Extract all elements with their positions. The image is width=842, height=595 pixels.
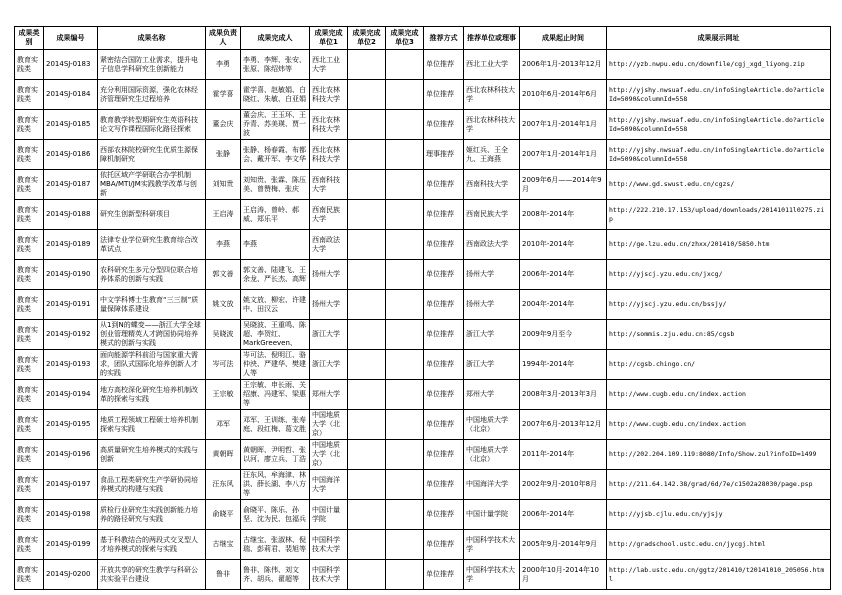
cell-period: 2007年6月-2013年12月 — [520, 410, 607, 440]
cell-code: 2014SJ-0188 — [44, 200, 98, 230]
cell-unit3 — [386, 320, 424, 350]
cell-name: 教育教学转型期研究生英语科技论文写作课程国际化路径探索 — [98, 110, 206, 140]
cell-recommender: 西北工业大学 — [464, 50, 520, 80]
cell-unit2 — [348, 440, 386, 470]
cell-leader: 姚文放 — [206, 290, 241, 320]
cell-leader: 鲁非 — [206, 560, 241, 590]
cell-recommender: 西南民族大学 — [464, 200, 520, 230]
cell-recommender: 中国科学技术大学 — [464, 530, 520, 560]
cell-name: 地质工程领域工程硕士培养机制探索与实践 — [98, 410, 206, 440]
cell-code: 2014SJ-0192 — [44, 320, 98, 350]
cell-url: http://211.64.142.38/grad/6d/7e/c1502a28030/page.psp — [607, 470, 831, 500]
cell-category: 教育实践类 — [15, 200, 44, 230]
cell-unit2 — [348, 230, 386, 260]
cell-code: 2014SJ-0184 — [44, 80, 98, 110]
cell-code: 2014SJ-0186 — [44, 140, 98, 170]
cell-period: 2011年-2014年 — [520, 440, 607, 470]
cell-unit1: 浙江大学 — [310, 350, 348, 380]
cell-code: 2014SJ-0195 — [44, 410, 98, 440]
cell-recommender: 姬红兵、王全九、王海燕 — [464, 140, 520, 170]
cell-recommend-method: 单位推荐 — [424, 260, 464, 290]
cell-url: http://222.210.17.153/upload/downloads/20141011l0275.zip — [607, 200, 831, 230]
header-url: 成果展示网址 — [607, 27, 831, 50]
cell-unit1: 西北工业大学 — [310, 50, 348, 80]
cell-recommend-method: 单位推荐 — [424, 380, 464, 410]
table-row — [15, 470, 831, 500]
cell-recommend-method: 单位推荐 — [424, 230, 464, 260]
cell-code: 2014SJ-0191 — [44, 290, 98, 320]
cell-unit1: 西北农林科技大学 — [310, 80, 348, 110]
cell-recommend-method: 单位推荐 — [424, 80, 464, 110]
cell-category: 教育实践类 — [15, 410, 44, 440]
cell-code: 2014SJ-0200 — [44, 560, 98, 590]
cell-period: 2004年-2014年 — [520, 290, 607, 320]
cell-code: 2014SJ-0196 — [44, 440, 98, 470]
cell-members: 汪东风、牟海津、林洪、薛长湖、李八方等 — [241, 470, 310, 500]
cell-name: 基于科教结合的两段式交叉型人才培养模式的探索与实践 — [98, 530, 206, 560]
header-unit2: 成果完成单位2 — [348, 27, 386, 50]
header-recommend-method: 推荐方式 — [424, 27, 464, 50]
cell-leader: 汪东风 — [206, 470, 241, 500]
cell-code: 2014SJ-0194 — [44, 380, 98, 410]
cell-recommender: 西北农林科技大学 — [464, 110, 520, 140]
cell-name: 中文学科博士生教育“三三制”质量保障体系建设 — [98, 290, 206, 320]
cell-members: 古继宝、张淑林、倪瑞、彭莉君、裴旭等 — [241, 530, 310, 560]
achievements-table — [14, 26, 831, 590]
cell-recommender: 中国科学技术大学 — [464, 560, 520, 590]
cell-unit3 — [386, 140, 424, 170]
header-code: 成果编号 — [44, 27, 98, 50]
cell-category: 教育实践类 — [15, 290, 44, 320]
cell-recommender: 郑州大学 — [464, 380, 520, 410]
cell-leader: 董会庆 — [206, 110, 241, 140]
cell-period: 2006年-2014年 — [520, 260, 607, 290]
cell-members: 董会庆、王玉环、王乔青、苏美瑛、贾一波 — [241, 110, 310, 140]
header-category: 成果类别 — [15, 27, 44, 50]
cell-name: 充分利用国际资源，强化农林经济管理研究生过程培养 — [98, 80, 206, 110]
cell-recommend-method: 单位推荐 — [424, 410, 464, 440]
cell-code: 2014SJ-0189 — [44, 230, 98, 260]
cell-unit3 — [386, 170, 424, 200]
header-row — [15, 27, 831, 50]
cell-name: 地方高校深化研究生培养机制改革的探索与实践 — [98, 380, 206, 410]
cell-url: http://cgsb.chingo.cn/ — [607, 350, 831, 380]
cell-unit2 — [348, 350, 386, 380]
cell-name: 西部农林院校研究生优质生源保障机制研究 — [98, 140, 206, 170]
cell-url: http://yjsb.cjlu.edu.cn/yjsjy — [607, 500, 831, 530]
cell-period: 2006年-2014年 — [520, 500, 607, 530]
cell-period: 2000年10月-2014年10月 — [520, 560, 607, 590]
cell-leader: 黄朝晖 — [206, 440, 241, 470]
cell-period: 2002年9月-2010年8月 — [520, 470, 607, 500]
table-row — [15, 410, 831, 440]
cell-category: 教育实践类 — [15, 500, 44, 530]
cell-unit1: 中国科学技术大学 — [310, 560, 348, 590]
cell-name: 农科研究生多元分型四位联合培养体系的创新与实践 — [98, 260, 206, 290]
cell-unit3 — [386, 230, 424, 260]
cell-unit3 — [386, 470, 424, 500]
cell-name: 质检行业研究生实践创新能力培养的路径研究与实践 — [98, 500, 206, 530]
cell-code: 2014SJ-0198 — [44, 500, 98, 530]
cell-period: 2007年1月-2014年1月 — [520, 110, 607, 140]
cell-unit3 — [386, 350, 424, 380]
cell-category: 教育实践类 — [15, 80, 44, 110]
header-period: 成果起止时间 — [520, 27, 607, 50]
cell-name: 依托区域产学研联合办学机制MBA/MTI/JM实践教学改革与创新 — [98, 170, 206, 200]
cell-leader: 刘知贵 — [206, 170, 241, 200]
cell-members: 姚文放、柳宏、许建中、田汉云 — [241, 290, 310, 320]
cell-url: http://yjshy.nwsuaf.edu.cn/infoSingleArticle.do?articleId=5090&columnId=558 — [607, 110, 831, 140]
table-row — [15, 230, 831, 260]
cell-unit1: 中国地质大学（北京） — [310, 440, 348, 470]
cell-unit3 — [386, 110, 424, 140]
cell-unit2 — [348, 320, 386, 350]
cell-leader: 岑可法 — [206, 350, 241, 380]
cell-unit2 — [348, 170, 386, 200]
cell-unit2 — [348, 410, 386, 440]
cell-unit2 — [348, 50, 386, 80]
cell-unit1: 西南科技大学 — [310, 170, 348, 200]
cell-members: 王宗敏、申长雨、关绍康、冯建军、梁惠等 — [241, 380, 310, 410]
cell-name: 高质量研究生培养模式的实践与创新 — [98, 440, 206, 470]
cell-code: 2014SJ-0185 — [44, 110, 98, 140]
header-name: 成果名称 — [98, 27, 206, 50]
header-recommender: 推荐单位或理事 — [464, 27, 520, 50]
cell-period: 2005年9月-2014年9月 — [520, 530, 607, 560]
cell-unit2 — [348, 260, 386, 290]
cell-leader: 霍学喜 — [206, 80, 241, 110]
cell-category: 教育实践类 — [15, 140, 44, 170]
cell-recommender: 中国地质大学（北京） — [464, 410, 520, 440]
cell-unit3 — [386, 530, 424, 560]
cell-unit1: 中国科学技术大学 — [310, 530, 348, 560]
cell-members: 邓军、王训练、张寿庭、段红梅、葛文胜 — [241, 410, 310, 440]
cell-unit2 — [348, 290, 386, 320]
cell-unit2 — [348, 380, 386, 410]
cell-recommend-method: 单位推荐 — [424, 500, 464, 530]
table-row — [15, 350, 831, 380]
cell-category: 教育实践类 — [15, 380, 44, 410]
cell-name: 研究生创新型科研项目 — [98, 200, 206, 230]
cell-recommend-method: 单位推荐 — [424, 200, 464, 230]
cell-period: 1994年-2014年 — [520, 350, 607, 380]
cell-members: 张静、杨春霞、布都会、戴开军、李文华 — [241, 140, 310, 170]
cell-category: 教育实践类 — [15, 560, 44, 590]
cell-unit2 — [348, 530, 386, 560]
cell-recommender: 西北农林科技大学 — [464, 80, 520, 110]
cell-recommender: 中国计量学院 — [464, 500, 520, 530]
cell-url: http://sommis.zju.edu.cn:85/cgsb — [607, 320, 831, 350]
cell-url: http://lab.ustc.edu.cn/ggtz/201410/t20141010_205056.html — [607, 560, 831, 590]
cell-recommender: 西南政法大学 — [464, 230, 520, 260]
header-unit3: 成果完成单位3 — [386, 27, 424, 50]
cell-code: 2014SJ-0183 — [44, 50, 98, 80]
cell-unit1: 西南政法大学 — [310, 230, 348, 260]
cell-url: http://yjshy.nwsuaf.edu.cn/infoSingleArticle.do?articleId=5090&columnId=558 — [607, 140, 831, 170]
cell-unit1: 扬州大学 — [310, 260, 348, 290]
cell-unit3 — [386, 80, 424, 110]
cell-members: 李勇、李辉、张安、张原、陈绍炜等 — [241, 50, 310, 80]
cell-unit2 — [348, 500, 386, 530]
cell-name: 面向能源学科前沿与国家重大需求，团队式国际化培养创新人才的实践 — [98, 350, 206, 380]
cell-unit1: 郑州大学 — [310, 380, 348, 410]
cell-leader: 王宗敏 — [206, 380, 241, 410]
cell-code: 2014SJ-0193 — [44, 350, 98, 380]
cell-category: 教育实践类 — [15, 230, 44, 260]
cell-unit1: 中国计量学院 — [310, 500, 348, 530]
cell-unit3 — [386, 260, 424, 290]
table-row — [15, 560, 831, 590]
cell-category: 教育实践类 — [15, 320, 44, 350]
cell-recommend-method: 单位推荐 — [424, 290, 464, 320]
header-members: 成果完成人 — [241, 27, 310, 50]
cell-recommender: 浙江大学 — [464, 350, 520, 380]
cell-category: 教育实践类 — [15, 440, 44, 470]
cell-name: 法律专业学位研究生教育综合改革试点 — [98, 230, 206, 260]
table-row — [15, 290, 831, 320]
cell-unit1: 扬州大学 — [310, 290, 348, 320]
cell-url: http://www.cugb.edu.cn/index.action — [607, 410, 831, 440]
cell-unit2 — [348, 560, 386, 590]
cell-leader: 郭文善 — [206, 260, 241, 290]
table-row — [15, 110, 831, 140]
cell-members: 郭文善、陆建飞、王余龙、严长杰、高辉 — [241, 260, 310, 290]
cell-recommender: 扬州大学 — [464, 290, 520, 320]
cell-period: 2010年6月-2014年6月 — [520, 80, 607, 110]
cell-url: http://yzb.nwpu.edu.cn/downfile/cgj_xgd_liyong.zip — [607, 50, 831, 80]
cell-unit3 — [386, 290, 424, 320]
cell-period: 2006年1月-2013年12月 — [520, 50, 607, 80]
cell-recommend-method: 单位推荐 — [424, 320, 464, 350]
table-row — [15, 500, 831, 530]
cell-unit2 — [348, 140, 386, 170]
cell-period: 2010年-2014年 — [520, 230, 607, 260]
cell-code: 2014SJ-0199 — [44, 530, 98, 560]
cell-unit3 — [386, 50, 424, 80]
cell-members: 王启涛、曾岭、郝威、郑乐平 — [241, 200, 310, 230]
table-row — [15, 530, 831, 560]
cell-recommend-method: 单位推荐 — [424, 50, 464, 80]
cell-category: 教育实践类 — [15, 50, 44, 80]
table-row — [15, 260, 831, 290]
cell-leader: 邓军 — [206, 410, 241, 440]
cell-name: 从1到N的蝶变——浙江大学全球创业管理精英人才跨国协同培养模式的创新与实践 — [98, 320, 206, 350]
cell-unit1: 中国海洋大学 — [310, 470, 348, 500]
cell-leader: 王启涛 — [206, 200, 241, 230]
cell-unit3 — [386, 440, 424, 470]
cell-category: 教育实践类 — [15, 530, 44, 560]
cell-category: 教育实践类 — [15, 110, 44, 140]
header-unit1: 成果完成单位1 — [310, 27, 348, 50]
cell-members: 李燕 — [241, 230, 310, 260]
cell-unit3 — [386, 380, 424, 410]
cell-url: http://yjscj.yzu.edu.cn/bssjy/ — [607, 290, 831, 320]
cell-period: 2007年1月-2014年1月 — [520, 140, 607, 170]
cell-unit2 — [348, 110, 386, 140]
cell-unit1: 浙江大学 — [310, 320, 348, 350]
cell-code: 2014SJ-0187 — [44, 170, 98, 200]
cell-unit2 — [348, 470, 386, 500]
cell-name: 食品工程类研究生产学研协同培养模式的构建与实践 — [98, 470, 206, 500]
cell-members: 俞晓平、陈乐、孙坚、沈为民、包福兵 — [241, 500, 310, 530]
cell-url: http://202.204.109.119:8080/Info/Show.zul?infoID=1499 — [607, 440, 831, 470]
cell-recommend-method: 单位推荐 — [424, 350, 464, 380]
cell-category: 教育实践类 — [15, 170, 44, 200]
cell-unit1: 西北农林科技大学 — [310, 140, 348, 170]
table-row — [15, 380, 831, 410]
cell-unit1: 西南民族大学 — [310, 200, 348, 230]
cell-category: 教育实践类 — [15, 470, 44, 500]
cell-leader: 古继宝 — [206, 530, 241, 560]
cell-unit3 — [386, 500, 424, 530]
cell-code: 2014SJ-0190 — [44, 260, 98, 290]
cell-recommender: 中国海洋大学 — [464, 470, 520, 500]
cell-leader: 李勇 — [206, 50, 241, 80]
cell-url: http://gradschool.ustc.edu.cn/jycgj.html — [607, 530, 831, 560]
table-row — [15, 50, 831, 80]
cell-url: http://www.cugb.edu.cn/index.action — [607, 380, 831, 410]
cell-members: 黄朝晖、尹明哲、张以河、廖立兵、丁浩 — [241, 440, 310, 470]
cell-url: http://yjscj.yzu.edu.cn/jxcg/ — [607, 260, 831, 290]
cell-recommend-method: 单位推荐 — [424, 470, 464, 500]
table-row — [15, 200, 831, 230]
table-row — [15, 170, 831, 200]
cell-recommender: 浙江大学 — [464, 320, 520, 350]
cell-members: 刘知贵、张霖、陈压美、曾赞梅、张庆 — [241, 170, 310, 200]
cell-members: 吴晓波、王重鸣、陈超、李贺红、MarkGreeven、 — [241, 320, 310, 350]
cell-leader: 李燕 — [206, 230, 241, 260]
cell-unit3 — [386, 200, 424, 230]
cell-unit3 — [386, 410, 424, 440]
cell-recommend-method: 理事推荐 — [424, 140, 464, 170]
cell-leader: 俞晓平 — [206, 500, 241, 530]
cell-unit3 — [386, 560, 424, 590]
cell-members: 霍学喜、赵敏娟、白晓红、朱敏、白亚娟 — [241, 80, 310, 110]
cell-recommend-method: 单位推荐 — [424, 530, 464, 560]
cell-unit1: 西北农林科技大学 — [310, 110, 348, 140]
cell-name: 开放共享的研究生教学与科研公共实验平台建设 — [98, 560, 206, 590]
cell-recommend-method: 单位推荐 — [424, 110, 464, 140]
cell-leader: 张静 — [206, 140, 241, 170]
cell-name: 紧密结合国防工业需求，提升电子信息学科研究生创新能力 — [98, 50, 206, 80]
cell-url: http://ge.lzu.edu.cn/zhxx/201410/5850.htm — [607, 230, 831, 260]
cell-unit1: 中国地质大学（北京） — [310, 410, 348, 440]
cell-recommend-method: 单位推荐 — [424, 170, 464, 200]
cell-period: 2009年9月至今 — [520, 320, 607, 350]
cell-members: 鲁非、陈伟、刘文齐、胡兵、翟超等 — [241, 560, 310, 590]
table-row — [15, 140, 831, 170]
cell-category: 教育实践类 — [15, 260, 44, 290]
cell-recommender: 西南科技大学 — [464, 170, 520, 200]
cell-recommender: 扬州大学 — [464, 260, 520, 290]
cell-recommend-method: 单位推荐 — [424, 440, 464, 470]
cell-code: 2014SJ-0197 — [44, 470, 98, 500]
cell-period: 2009年6月——2014年9月 — [520, 170, 607, 200]
cell-period: 2008年-2014年 — [520, 200, 607, 230]
cell-unit2 — [348, 200, 386, 230]
table-row — [15, 440, 831, 470]
cell-recommender: 中国地质大学（北京） — [464, 440, 520, 470]
cell-url: http://yjshy.nwsuaf.edu.cn/infoSingleArticle.do?articleId=5090&columnId=558 — [607, 80, 831, 110]
cell-period: 2008年3月-2013年3月 — [520, 380, 607, 410]
cell-members: 岑可法、倪明江、骆仲泱、严建华、樊建人等 — [241, 350, 310, 380]
table-row — [15, 320, 831, 350]
cell-leader: 吴晓波 — [206, 320, 241, 350]
table-row — [15, 80, 831, 110]
cell-category: 教育实践类 — [15, 350, 44, 380]
header-leader: 成果负责人 — [206, 27, 241, 50]
cell-url: http://www.gd.swust.edu.cn/cgzs/ — [607, 170, 831, 200]
cell-recommend-method: 单位推荐 — [424, 560, 464, 590]
cell-unit2 — [348, 80, 386, 110]
